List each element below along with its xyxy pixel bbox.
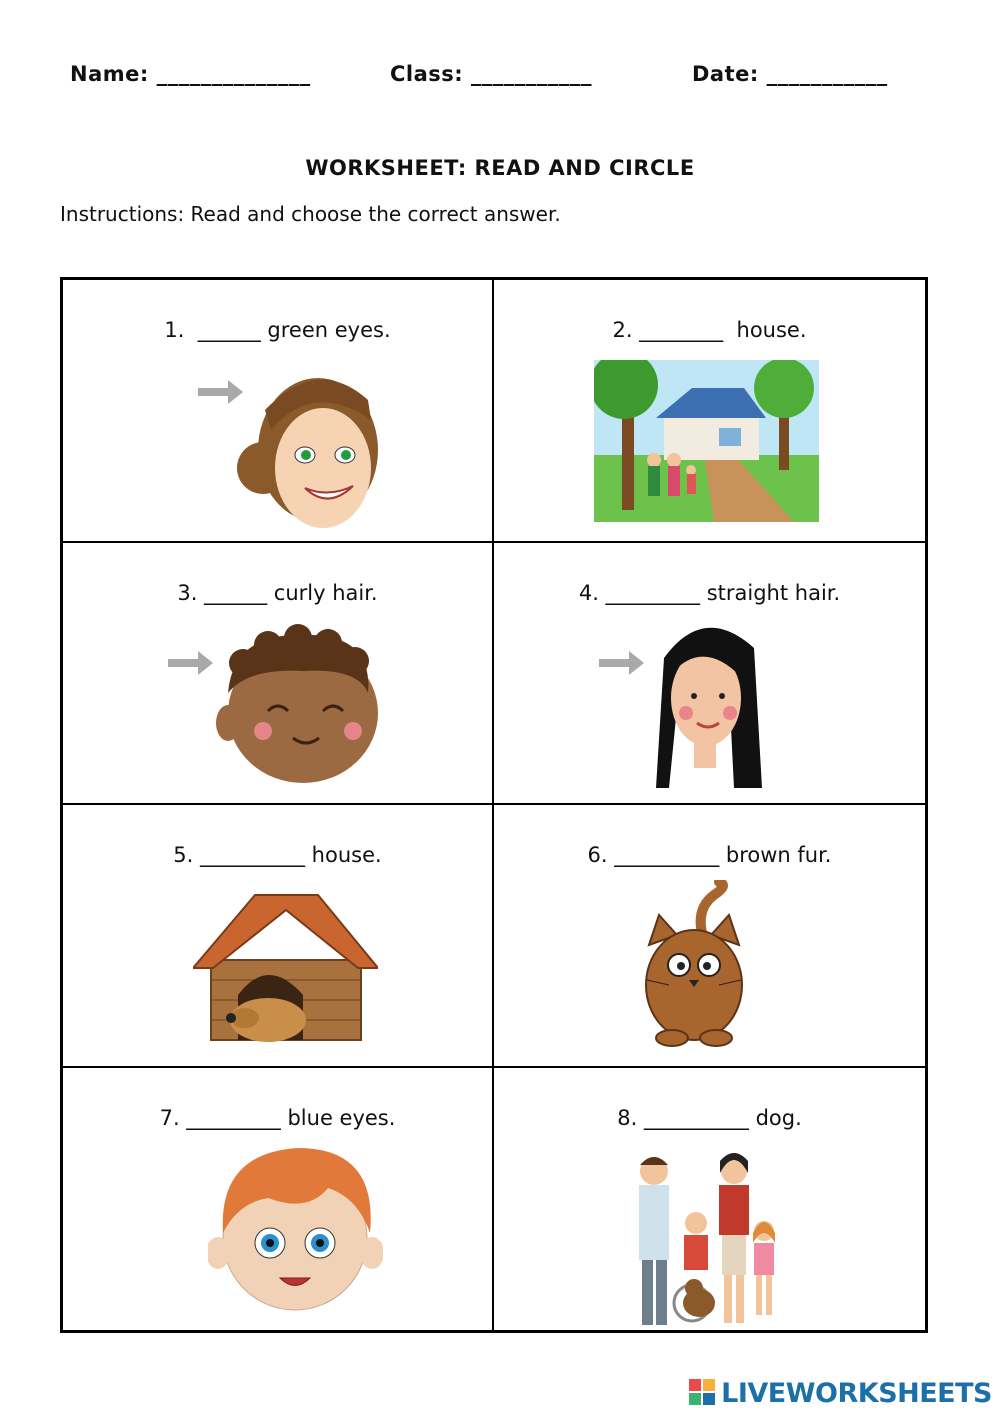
instructions: Instructions: Read and choose the correct answer. [60,202,561,226]
question-text-4: 4. _________ straight hair. [578,580,841,605]
question-text-2: 2. ________ house. [612,318,807,342]
question-text-1: 1. ______ green eyes. [164,318,391,342]
girl-green-eyes-image [193,360,383,530]
boy-blue-eyes-image [208,1143,383,1313]
name-field-label: Name: ______________ [70,62,311,86]
question-text-7: 7. _________ blue eyes. [159,1105,396,1130]
dog-house-image [193,890,378,1045]
question-cell-3 [63,543,494,806]
family-house-image [594,360,819,522]
question-text-5: 5. __________ house. [173,843,382,867]
cat-brown-fur-image [639,880,749,1050]
liveworksheets-logo [689,1378,992,1409]
question-cell-5 [63,805,494,1068]
question-grid [60,277,928,1333]
question-cell-4 [494,543,925,806]
question-cell-7 [63,1068,494,1331]
question-cell-6 [494,805,925,1068]
question-cell-2 [494,280,925,543]
liveworksheets-logo-icon [689,1379,717,1409]
date-field-label: Date: ___________ [692,62,888,86]
family-with-dog-image [634,1153,779,1333]
arrow-icon [599,651,644,675]
class-field-label: Class: ___________ [390,62,592,86]
question-text-6: 6. __________ brown fur. [587,843,832,867]
arrow-icon [198,380,243,404]
boy-curly-hair-image [163,623,383,793]
question-text-8: 8. __________ dog. [617,1105,802,1130]
arrow-icon [168,651,213,675]
question-text-3: 3. ______ curly hair. [177,580,378,605]
liveworksheets-logo-text: LIVEWORKSHEETS [721,1378,992,1409]
question-cell-8 [494,1068,925,1331]
woman-straight-hair-image [594,608,769,798]
question-cell-1 [63,280,494,543]
worksheet-title: WORKSHEET: READ AND CIRCLE [305,156,695,180]
